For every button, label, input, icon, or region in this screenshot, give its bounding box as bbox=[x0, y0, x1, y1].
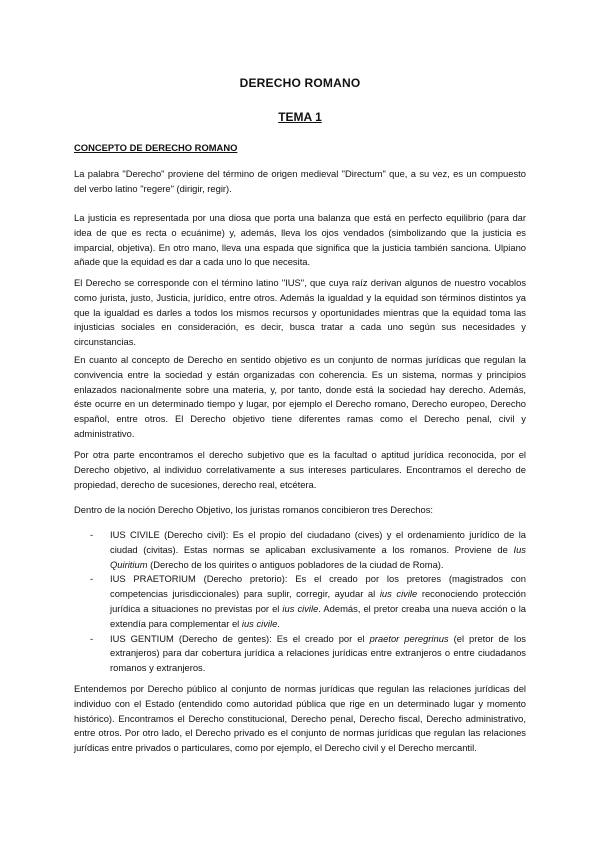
bullet-marker: - bbox=[90, 529, 94, 540]
paragraph-ius: El Derecho se corresponde con el término latino "IUS", que cuya raíz derivan algunos de nuestro vocablos como jurista, justo, Justicia, jurídico, entre otros. Además la igualdad y la equidad son términos distintos ya que la igualdad es darles a todos los mismos recursos y oportunidades mientras que la equidad toma las injusticias sociales en consideración, es decir, busca tratar a cada uno según sus necesidades y circunstancias. bbox=[74, 277, 526, 348]
list-item-ius-civile: - IUS CIVILE (Derecho civil): Es el propio del ciudadano (cives) y el ordenamiento jurídico de la ciudad (civitas). Estas normas se aplicaban exclusivamente a los romanos. Proviene de Ius Quiritium (Derecho de los quirites o antiguos pobladores de la ciudad de Roma). bbox=[90, 529, 526, 570]
bullet-marker: - bbox=[90, 573, 94, 585]
derechos-list bbox=[90, 528, 526, 676]
bullet-marker: - bbox=[90, 632, 94, 644]
list-item-ius-gentium: - IUS GENTIUM (Derecho de gentes): Es el creado por el praetor peregrinus (el pretor de los extranjeros) para dar cobertura jurídica a relaciones jurídicas entre extranjeros o entre ciudadanos romanos y extranjeros. bbox=[90, 632, 526, 674]
paragraph-etymology: La palabra "Derecho" proviene del término de origen medieval "Directum" que, a su vez, es un compuesto del verbo latino "regere" (dirigir, regir). bbox=[74, 168, 526, 194]
paragraph-public-private-law: Entendemos por Derecho público al conjunto de normas jurídicas que regulan las relaciones jurídicas del individuo con el Estado (entendido como autoridad pública que rige en un determinado lugar y momento histórico). Encontramos el Derecho constitucional, Derecho penal, Derecho fiscal, Derecho administrativo, entre otros. Por otro lado, el Derecho privado es el conjunto de normas jurídicas que regulan las relaciones jurídicas entre privados o particulares, como por ejemplo, el Derecho civil y el Derecho mercantil. bbox=[74, 683, 526, 754]
paragraph-list-intro: Dentro de la noción Derecho Objetivo, los juristas romanos concibieron tres Derechos: bbox=[74, 504, 434, 515]
tema-heading: TEMA 1 bbox=[278, 110, 322, 124]
paragraph-objective-law: En cuanto al concepto de Derecho en sentido objetivo es un conjunto de normas jurídicas que regulan la convivencia entre la sociedad y están organizadas con coherencia. Es un sistema, normas y principios enlazados nacionalmente sobre una materia, y, por tanto, donde está la sociedad hay derecho. Además, éste ocurre en un determinado tiempo y lugar, por ejemplo el Derecho romano, Derecho europeo, Derecho español, entre otros. El Derecho objetivo tiene diferentes ramas como el Derecho penal, civil y administrativo. bbox=[74, 354, 526, 439]
document-title: DERECHO ROMANO bbox=[239, 76, 361, 90]
paragraph-justice: La justicia es representada por una diosa que porta una balanza que está en perfecto equilibrio (para dar idea de que es recta o ecuánime) y, además, lleva los ojos vendados (simbolizando que la justicia es imparcial, objetiva). En otro mano, lleva una espada que significa que la justicia también sanciona. Ulpiano añade que la equidad es dar a cada uno lo que necesita. bbox=[74, 212, 526, 268]
list-item-ius-praetorium: - IUS PRAETORIUM (Derecho pretorio): Es el creado por los pretores (magistrados con competencias jurisdiccionales) para suplir, corregir, ayudar al ius civile reconociendo protección jurídica a situaciones no previstas por el ius civile. Además, el pretor creaba una nueva acción o la extendía para complementar el ius civile. bbox=[90, 573, 526, 629]
paragraph-subjective-law: Por otra parte encontramos el derecho subjetivo que es la facultad o aptitud jurídica reconocida, por el Derecho objetivo, al individuo correlativamente a sus intereses particulares. Encontramos el derecho de propiedad, derecho de sucesiones, derecho real, etcétera. bbox=[74, 449, 526, 490]
section-heading: CONCEPTO DE DERECHO ROMANO bbox=[74, 142, 238, 153]
